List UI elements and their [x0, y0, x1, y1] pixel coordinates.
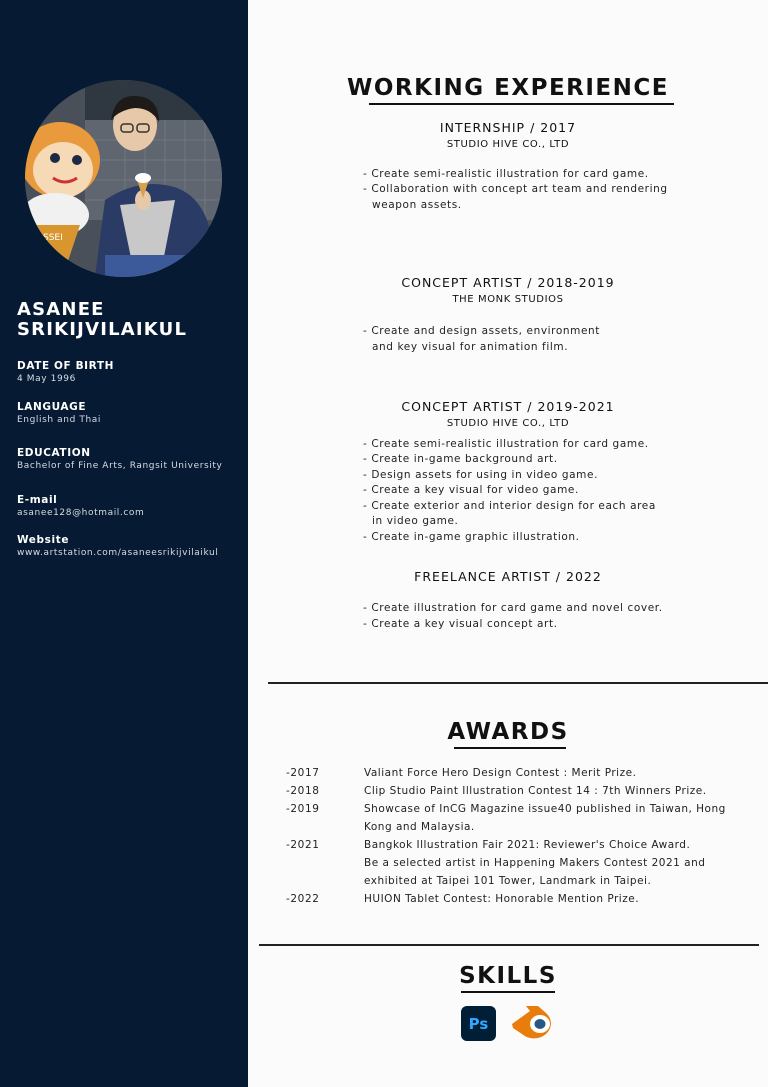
section-divider-1 — [268, 682, 768, 684]
job-year-4: / 2022 — [550, 569, 602, 584]
award-line-3: Showcase of InCG Magazine issue40 published in Taiwan, Hong — [364, 803, 726, 815]
dob-value: 4 May 1996 — [17, 374, 76, 384]
award-year-2019: -2019 — [286, 803, 320, 815]
award-line-5: Bangkok Illustration Fair 2021: Reviewer's Choice Award. — [364, 839, 691, 851]
job-title-2 — [248, 275, 768, 291]
education-value: Bachelor of Fine Arts, Rangsit University — [17, 461, 223, 471]
person-name — [17, 300, 187, 340]
job-3-line-2: - Create in-game background art. — [363, 453, 558, 465]
job-1-line-3: weapon assets. — [372, 199, 462, 211]
job-1-line-1: - Create semi-realistic illustration for card game. — [363, 168, 649, 180]
skills-heading: SKILLS — [459, 963, 557, 989]
experience-heading: WORKING EXPERIENCE — [347, 75, 669, 101]
dob-label: DATE OF BIRTH — [17, 360, 115, 372]
job-1-line-2: - Collaboration with concept art team and rendering — [363, 183, 668, 195]
award-line-6: Be a selected artist in Happening Makers Contest 2021 and — [364, 857, 706, 869]
award-year-2021: -2021 — [286, 839, 320, 851]
language-value: English and Thai — [17, 415, 101, 425]
main-content — [248, 0, 768, 1087]
education-section — [17, 446, 222, 472]
awards-heading-underline — [454, 747, 566, 749]
job-3-line-1: - Create semi-realistic illustration for card game. — [363, 438, 649, 450]
job-year-3: / 2019-2021 — [522, 399, 615, 414]
job-role-4: FREELANCE ARTIST — [414, 569, 551, 584]
job-company-1: STUDIO HIVE CO., LTD — [446, 139, 570, 150]
mascot-cone-text: SSEI — [43, 233, 63, 243]
profile-photo — [25, 80, 222, 277]
job-3-line-5: - Create exterior and interior design for each area — [363, 500, 656, 512]
award-line-8: HUION Tablet Contest: Honorable Mention Prize. — [364, 893, 640, 905]
job-company-3: STUDIO HIVE CO., LTD — [446, 418, 570, 429]
job-company-2: THE MONK STUDIOS — [452, 294, 564, 305]
job-year-2: / 2018-2019 — [522, 275, 615, 290]
job-title-1 — [248, 120, 768, 136]
job-2-line-1: - Create and design assets, environment — [363, 325, 600, 337]
website-value[interactable]: www.artstation.com/asaneesrikijvilaikul — [17, 548, 219, 558]
website-label: Website — [17, 534, 70, 546]
person-name-line2: SRIKIJVILAIKUL — [17, 319, 188, 340]
job-title-4 — [248, 569, 768, 585]
job-3-line-3: - Design assets for using in video game. — [363, 469, 599, 481]
job-role-1: INTERNSHIP — [439, 120, 526, 135]
job-3-line-7: - Create in-game graphic illustration. — [363, 531, 580, 543]
dob-section — [17, 359, 114, 385]
education-label: EDUCATION — [17, 447, 91, 459]
blender-icon — [510, 1002, 558, 1042]
award-line-1: Valiant Force Hero Design Contest : Merit Prize. — [364, 767, 637, 779]
job-title-3 — [248, 399, 768, 415]
job-3-line-4: - Create a key visual for video game. — [363, 484, 579, 496]
section-divider-2 — [259, 944, 759, 946]
job-4-line-1: - Create illustration for card game and novel cover. — [363, 602, 663, 614]
person-name-line1: ASANEE — [17, 299, 105, 320]
profile-photo-image — [25, 80, 222, 277]
experience-heading-underline — [369, 103, 674, 105]
job-role-2: CONCEPT ARTIST — [401, 275, 523, 290]
skills-heading-underline — [461, 991, 555, 993]
award-line-2: Clip Studio Paint Illustration Contest 14 : 7th Winners Prize. — [364, 785, 707, 797]
sidebar — [0, 0, 248, 1087]
email-value[interactable]: asanee128@hotmail.com — [17, 508, 145, 518]
award-year-2018: -2018 — [286, 785, 320, 797]
photoshop-icon: Ps — [461, 1006, 496, 1041]
award-line-4: Kong and Malaysia. — [364, 821, 475, 833]
job-3-line-6: in video game. — [372, 515, 459, 527]
language-section — [17, 400, 101, 426]
job-2-line-2: and key visual for animation film. — [372, 341, 569, 353]
awards-heading: AWARDS — [447, 719, 569, 745]
job-year-1: / 2017 — [525, 120, 577, 135]
job-role-3: CONCEPT ARTIST — [401, 399, 523, 414]
email-section — [17, 493, 144, 519]
award-year-2022: -2022 — [286, 893, 320, 905]
language-label: LANGUAGE — [17, 401, 87, 413]
website-section — [17, 533, 218, 559]
email-label: E-mail — [17, 494, 58, 506]
award-year-2017: -2017 — [286, 767, 320, 779]
job-4-line-2: - Create a key visual concept art. — [363, 618, 558, 630]
award-line-7: exhibited at Taipei 101 Tower, Landmark in Taipei. — [364, 875, 652, 887]
